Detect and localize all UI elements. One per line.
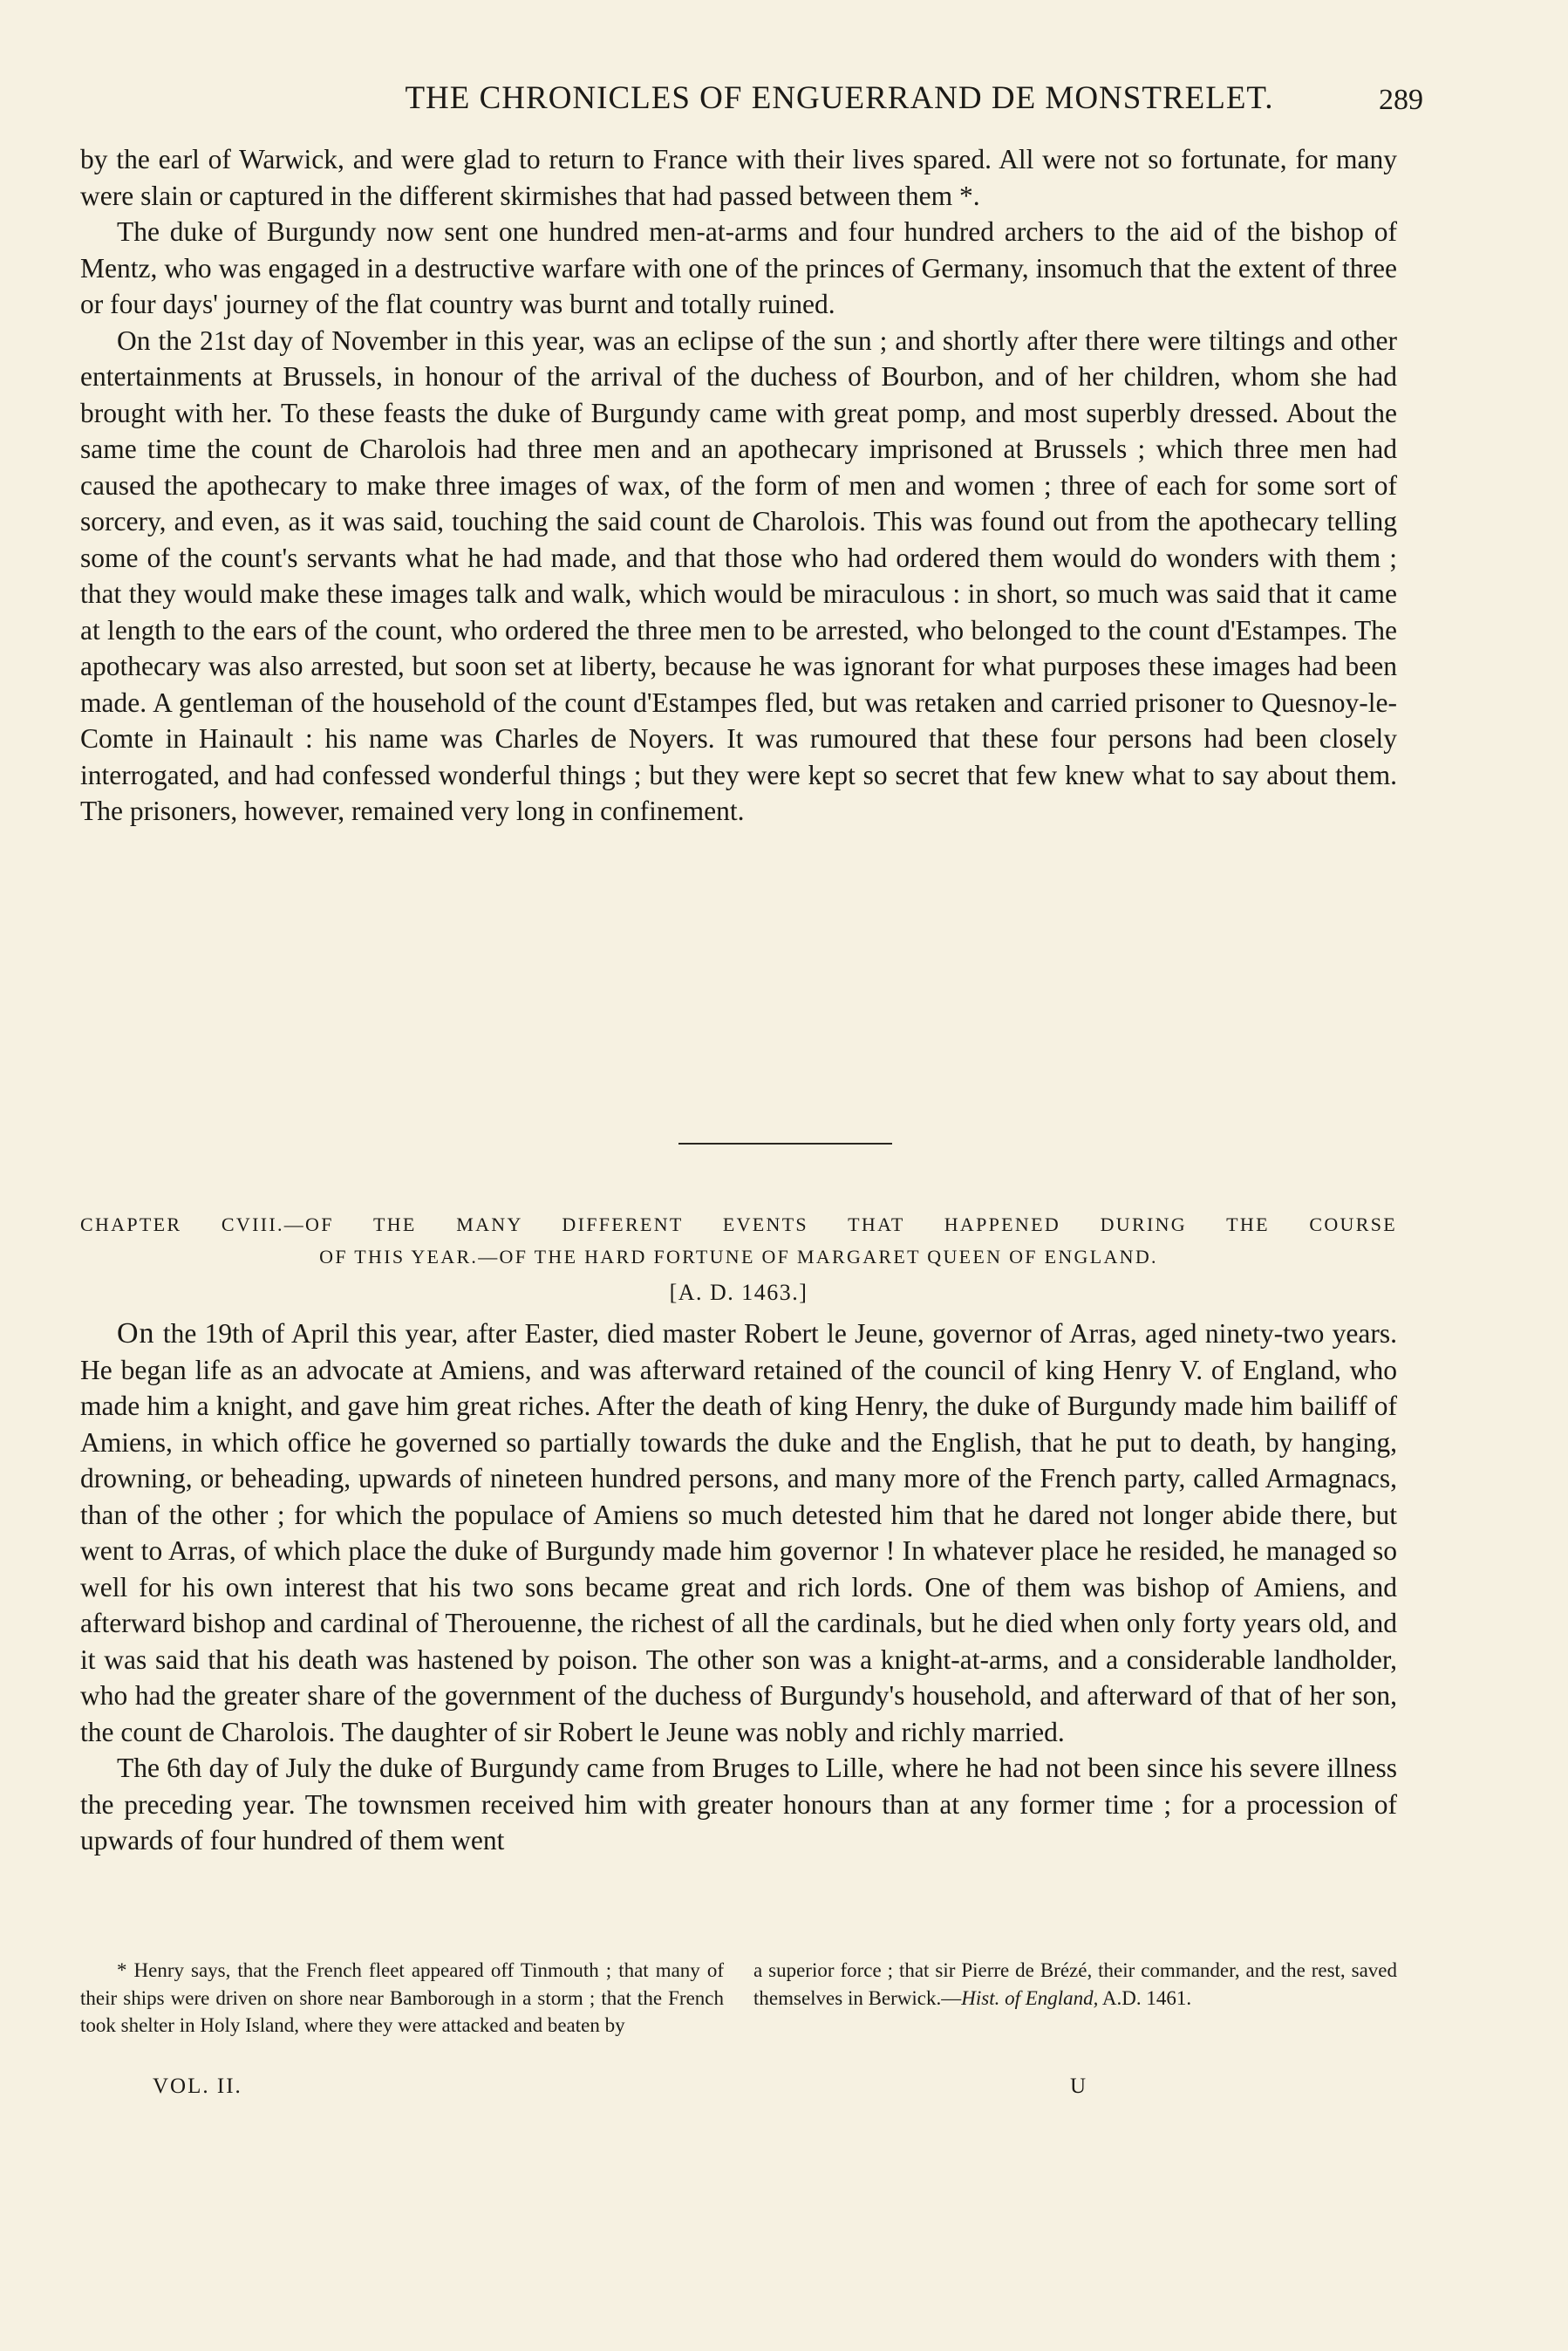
running-title: THE CHRONICLES OF ENGUERRAND DE MONSTRELET. (405, 80, 1274, 116)
chapter-heading (80, 1208, 1397, 1273)
top-text-block (80, 141, 1397, 830)
footnote-left-text: * Henry says, that the French fleet appeared off Tinmouth ; that many of their ships were driven on shore near Bamborough in a storm ; that the French took shelter in Holy Island, where they were attacked and beaten by (80, 1959, 724, 2036)
paragraph-robert-le-jeune (80, 1316, 1397, 1750)
paragraph-continued: by the earl of Warwick, and were glad to return to France with their lives spared. All were not so fortunate, for many were slain or captured in the different skirmishes that had passed between them *. (80, 144, 1397, 211)
footnote-citation: Hist. of England, (961, 1986, 1099, 2009)
paragraph-robert-le-jeune-text: the 19th of April this year, after Easter, died master Robert le Jeune, governor of Arras, aged ninety-two years. He began life as an advocate at Amiens, and was afterward retained of the council of king Henry V. of England, who made him a knight, and gave him great riches. After the death of king Henry, the duke of Burgundy made him bailiff of Amiens, in which office he governed so partially towards the duke and the English, that he put to death, by hanging, drowning, or beheading, upwards of nineteen hundred persons, and many more of the French party, called Armagnacs, than of the other ; for which the populace of Amiens so much detested him that he dared not longer abide there, but went to Arras, of which place the duke of Burgundy made him governor ! In whatever place he resided, he managed so well for his own interest that his two sons became great and rich lords. One of them was bishop of Amiens, and afterward bishop and cardinal of Therouenne, the richest of all the cardinals, but he died when only forty years old, and it was said that his death was hastened by poison. The other son was a knight-at-arms, and a considerable landholder, who had the greater share of the government of the duchess of Burgundy's household, and afterward of that of her son, the count de Charolois. The daughter of sir Robert le Jeune was nobly and richly married. (80, 1318, 1397, 1747)
footnotes (80, 1957, 1397, 2040)
chapter-text-block (80, 1316, 1397, 1859)
volume-signature: VOL. II. (153, 2074, 242, 2098)
paragraph-eclipse: On the 21st day of November in this year, was an eclipse of the sun ; and shortly after there were tiltings and other entertainments at Brussels, in honour of the arrival of the duchess of Bourbon, and of her children, whom she had brought with her. To these feasts the duke of Burgundy came with great pomp, and most superbly dressed. About the same time the count de Charolois had three men and an apothecary imprisoned at Brussels ; which three men had caused the apothecary to make three images of wax, of the form of men and women ; three of each for some sort of sorcery, and even, as it was said, touching the said count de Charolois. This was found out from the apothecary telling some of the count's servants what he had made, and that those who had ordered them would do wonders with them ; that they would make these images talk and walk, which would be miraculous : in short, so much was said that it came at length to the ears of the count, who ordered the three men to be arrested, who belonged to the count d'Estampes. The apothecary was also arrested, but soon set at liberty, because he was ignorant for what purposes these images had been made. A gentleman of the household of the count d'Estampes fled, but was retaken and carried prisoner to Quesnoy-le-Comte in Hainault : his name was Charles de Noyers. It was rumoured that these four persons had been closely interrogated, and had confessed wonderful things ; but they were kept so secret that few knew what to say about them. The prisoners, however, remained very long in confinement. (80, 325, 1397, 826)
signature-mark: U (1070, 2074, 1087, 2098)
footnote-right-paragraph (753, 1957, 1397, 2012)
page-number: 289 (1379, 84, 1423, 116)
footnote-column-right (753, 1957, 1397, 2040)
footnote-column-left (80, 1957, 724, 2040)
section-divider (678, 1143, 892, 1145)
footnote-right-text: a superior force ; that sir Pierre de Brézé, their commander, and the rest, saved themselves in Berwick.— (753, 1959, 1397, 2009)
chapter-date: [A. D. 1463.] (669, 1280, 808, 1305)
paragraph-duke-lille: The 6th day of July the duke of Burgundy came from Bruges to Lille, where he had not been since his severe illness the preceding year. The townsmen received him with greater honours than at any former time ; for a procession of upwards of four hundred of them went (80, 1753, 1397, 1856)
dropcap-word: On (117, 1317, 155, 1350)
chapter-heading-line-1: CHAPTER CVIII.—OF THE MANY DIFFERENT EVENTS THAT HAPPENED DURING THE COURSE (80, 1213, 1397, 1235)
chapter-heading-line-2: OF THIS YEAR.—OF THE HARD FORTUNE OF MARGARET QUEEN OF ENGLAND. (319, 1246, 1158, 1268)
footnote-citation-tail: A.D. 1461. (1098, 1986, 1192, 2009)
paragraph-mentz: The duke of Burgundy now sent one hundred men-at-arms and four hundred archers to the aid of the bishop of Mentz, who was engaged in a destructive warfare with one of the princes of Germany, insomuch that the extent of three or four days' journey of the flat country was burnt and totally ruined. (80, 216, 1397, 319)
